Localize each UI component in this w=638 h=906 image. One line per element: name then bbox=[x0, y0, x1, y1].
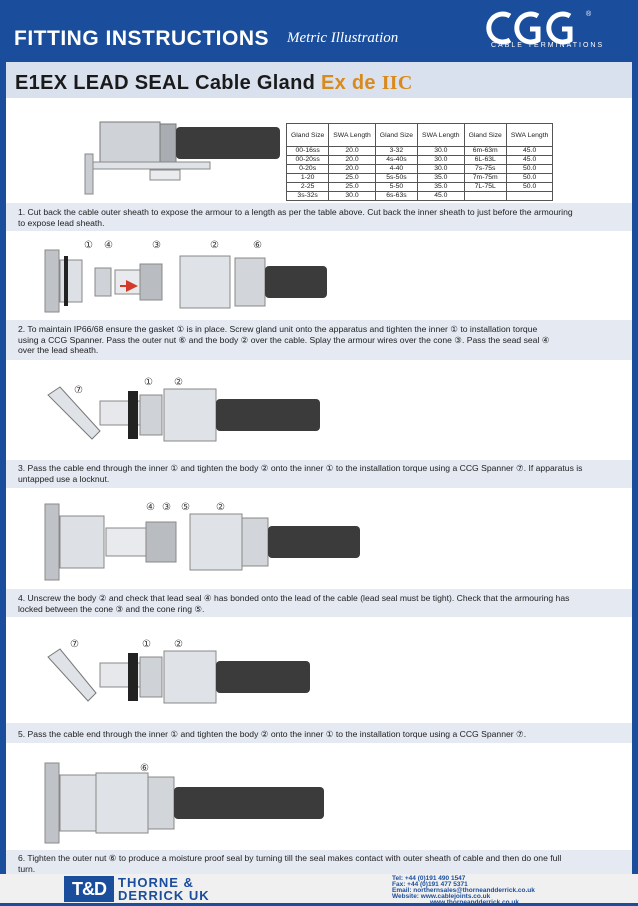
table-header-cell: SWA Length bbox=[506, 124, 553, 147]
company-name-line1: THORNE & bbox=[118, 875, 194, 890]
table-cell: 5-50 bbox=[375, 183, 417, 192]
table-cell: 5s-50s bbox=[375, 174, 417, 183]
contact-fax: Fax: +44 (0)191 477 5371 bbox=[392, 881, 468, 888]
step-5-text: 5. Pass the cable end through the inner ① and tighten the body ② onto the inner ① to the installation torque using a CCG Spanner ⑦. bbox=[18, 729, 527, 739]
table-cell: 6m-63m bbox=[464, 147, 506, 156]
cable-inner bbox=[176, 127, 280, 159]
callout-label: ② bbox=[210, 240, 219, 251]
lead-seal bbox=[95, 268, 111, 296]
cone bbox=[140, 264, 162, 300]
callout-label: ③ bbox=[162, 502, 171, 513]
table-cell: 00-16ss bbox=[287, 147, 329, 156]
header-title: FITTING INSTRUCTIONS bbox=[14, 27, 269, 50]
title-gas-group: IIC bbox=[381, 72, 413, 94]
table-cell: 45.0 bbox=[418, 192, 465, 201]
callout-label: ① bbox=[144, 377, 153, 388]
table-cell: 6s-63s bbox=[375, 192, 417, 201]
caliper-beam bbox=[90, 162, 210, 169]
company-name-line2: DERRICK UK bbox=[118, 888, 210, 903]
table-row bbox=[287, 183, 553, 192]
callout-label: ③ bbox=[152, 240, 161, 251]
table-cell: 20.0 bbox=[329, 165, 376, 174]
caliper-slider bbox=[150, 170, 180, 180]
table-cell: 7L-75L bbox=[464, 183, 506, 192]
table-row bbox=[287, 192, 553, 201]
table-cell: 3-32 bbox=[375, 147, 417, 156]
lead-sheath bbox=[106, 528, 146, 556]
outer-nut bbox=[235, 258, 265, 306]
table-header-cell: Gland Size bbox=[287, 124, 329, 147]
inner-part-thread bbox=[140, 657, 162, 697]
table-row bbox=[287, 147, 553, 156]
table-row bbox=[287, 174, 553, 183]
callout-label: ④ bbox=[104, 240, 113, 251]
table-cell bbox=[464, 192, 506, 201]
callout-label: ② bbox=[216, 502, 225, 513]
gasket bbox=[128, 653, 138, 701]
registered-mark: ® bbox=[586, 11, 592, 18]
step6-illustration bbox=[40, 757, 340, 847]
table-header-row bbox=[287, 124, 553, 147]
callout-label: ⑦ bbox=[74, 385, 83, 396]
step5-illustration bbox=[40, 633, 340, 717]
table-cell: 45.0 bbox=[506, 156, 553, 165]
table-cell: 45.0 bbox=[506, 147, 553, 156]
inner-part bbox=[60, 516, 104, 568]
table-cell: 50.0 bbox=[506, 183, 553, 192]
outer-nut bbox=[242, 518, 268, 566]
table-header-cell: Gland Size bbox=[375, 124, 417, 147]
contact-website[interactable]: Website: www.cablejoints.co.uk bbox=[392, 893, 491, 900]
gasket bbox=[128, 391, 138, 439]
contact-website-2[interactable]: www.thorneandderrick.co.uk bbox=[430, 899, 519, 906]
callout-label: ① bbox=[84, 240, 93, 251]
table-row bbox=[287, 156, 553, 165]
step3-illustration bbox=[40, 373, 340, 457]
callout-label: ⑥ bbox=[253, 240, 262, 251]
table-cell: 20.0 bbox=[329, 156, 376, 165]
callout-label: ⑥ bbox=[140, 763, 149, 774]
cable bbox=[216, 661, 310, 693]
outer-nut bbox=[148, 777, 174, 829]
step-2-text: 2. To maintain IP66/68 ensure the gasket ① is in place. Screw gland unit onto the apparatus and tighten the inner ① to installation torque using a CCG Spanner. Pass the outer nut ⑥ and the body ② over the cable. Splay the armour wires over the cone ③. Pass the sead seal ④ over the lead sheath. bbox=[18, 324, 550, 355]
swa-length-table bbox=[286, 123, 553, 201]
step2-illustration bbox=[40, 238, 330, 320]
contact-email[interactable]: Email: northernsales@thorneandderrick.co.uk bbox=[392, 887, 535, 894]
table-cell: 25.0 bbox=[329, 183, 376, 192]
cable bbox=[268, 526, 360, 558]
apparatus-wall bbox=[45, 504, 59, 580]
logo-caption: CABLE TERMINATIONS bbox=[491, 42, 605, 49]
table-cell: 50.0 bbox=[506, 165, 553, 174]
table-cell bbox=[506, 192, 553, 201]
table-cell: 7s-75s bbox=[464, 165, 506, 174]
callout-label: ⑤ bbox=[181, 502, 190, 513]
inner-part bbox=[60, 260, 82, 302]
callout-label: ① bbox=[142, 639, 151, 650]
callout-label: ④ bbox=[146, 502, 155, 513]
table-cell: 30.0 bbox=[418, 147, 465, 156]
cone-and-ring bbox=[146, 522, 176, 562]
table-header-cell: SWA Length bbox=[329, 124, 376, 147]
table-cell: 2-25 bbox=[287, 183, 329, 192]
body bbox=[190, 514, 242, 570]
step4-illustration bbox=[40, 498, 370, 584]
apparatus-wall bbox=[45, 763, 59, 843]
table-cell: 30.0 bbox=[418, 156, 465, 165]
title-type: Cable Gland bbox=[195, 72, 316, 94]
table-cell: 35.0 bbox=[418, 183, 465, 192]
td-logo: T&D bbox=[64, 876, 114, 902]
table-header-cell: Gland Size bbox=[464, 124, 506, 147]
table-cell: 4s-40s bbox=[375, 156, 417, 165]
table-cell: 35.0 bbox=[418, 174, 465, 183]
inner-part bbox=[60, 775, 96, 831]
table-cell: 1-20 bbox=[287, 174, 329, 183]
step-6-text: 6. Tighten the outer nut ⑥ to produce a moisture proof seal by turning till the seal makes contact with outer sheath of cable and then do one full turn. bbox=[18, 853, 562, 874]
cable bbox=[174, 787, 324, 819]
table-header-cell: SWA Length bbox=[418, 124, 465, 147]
table-cell: 0-20s bbox=[287, 165, 329, 174]
header-subtitle: Metric Illustration bbox=[287, 30, 399, 46]
cable-outer-sheath bbox=[100, 122, 160, 164]
apparatus-wall bbox=[45, 250, 59, 312]
step-1-text: 1. Cut back the cable outer sheath to expose the armour to a length as per the table above. Cut back the inner sheath to just before the armouring to expose lead sheath. bbox=[18, 207, 573, 228]
table-cell: 30.0 bbox=[418, 165, 465, 174]
gasket bbox=[64, 256, 68, 306]
table-cell: 7m-75m bbox=[464, 174, 506, 183]
step-3-text: 3. Pass the cable end through the inner ① and tighten the body ② onto the inner ① to the installation torque using a CCG Spanner ⑦. If apparatus is untapped use a locknut. bbox=[18, 463, 583, 484]
body bbox=[164, 389, 216, 441]
body bbox=[164, 651, 216, 703]
table-cell: 3s-32s bbox=[287, 192, 329, 201]
callout-label: ② bbox=[174, 377, 183, 388]
table-cell: 50.0 bbox=[506, 174, 553, 183]
title-product: E1EX LEAD SEAL bbox=[15, 72, 190, 94]
ccg-spanner bbox=[48, 649, 96, 701]
cable bbox=[265, 266, 327, 298]
contact-tel: Tel: +44 (0)191 490 1547 bbox=[392, 875, 466, 882]
table-cell: 20.0 bbox=[329, 147, 376, 156]
body bbox=[180, 256, 230, 308]
body bbox=[96, 773, 148, 833]
step-4-text: 4. Unscrew the body ② and check that lead seal ④ has bonded onto the lead of the cable (lead seal must be tight). Check that the armouring has locked between the cone ③ and the cone ring ⑤. bbox=[18, 593, 570, 614]
table-row bbox=[287, 165, 553, 174]
table-cell: 6L-63L bbox=[464, 156, 506, 165]
inner-part-thread bbox=[140, 395, 162, 435]
table-cell: 00-20ss bbox=[287, 156, 329, 165]
cable bbox=[216, 399, 320, 431]
step1-illustration bbox=[70, 112, 280, 202]
callout-label: ⑦ bbox=[70, 639, 79, 650]
table-cell: 25.0 bbox=[329, 174, 376, 183]
document-title bbox=[15, 72, 413, 95]
table-cell: 30.0 bbox=[329, 192, 376, 201]
armour-wires bbox=[160, 124, 176, 162]
caliper-jaw bbox=[85, 154, 93, 194]
title-protection: Ex de bbox=[320, 72, 376, 94]
callout-label: ② bbox=[174, 639, 183, 650]
table-cell: 4-40 bbox=[375, 165, 417, 174]
